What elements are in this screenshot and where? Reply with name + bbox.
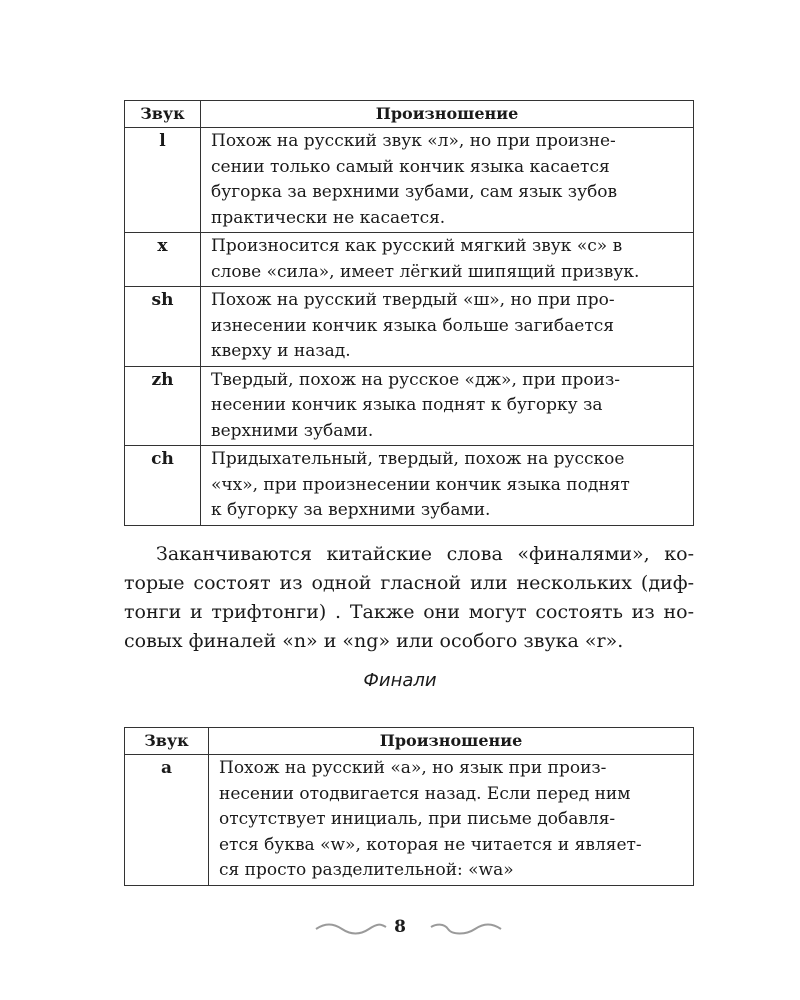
header-sound: Звук [125, 101, 201, 128]
paragraph-line: торые состоят из одной гласной или нескольких (диф- [124, 572, 694, 594]
description-line: Твердый, похож на русское «дж», при произ- [211, 369, 620, 390]
description-line: несении кончик языка поднят к бугорку за [211, 395, 603, 415]
table-header-row [125, 728, 694, 755]
description-line: к бугорку за верхними зубами. [211, 500, 491, 520]
table-row [125, 233, 694, 287]
description-cell [201, 446, 694, 526]
header-pronunciation: Произношение [209, 728, 694, 755]
finals-paragraph [124, 540, 694, 656]
sound-cell: l [125, 128, 201, 233]
pronunciation-table-initials [124, 100, 694, 526]
description-cell [201, 128, 694, 233]
paragraph-line: совых финалей «n» и «ng» или особого звука «r». [124, 630, 624, 652]
description-cell [201, 366, 694, 446]
table-row [125, 446, 694, 526]
header-sound: Звук [125, 728, 209, 755]
wave-ornament-right-icon [430, 922, 502, 936]
paragraph-line: тонги и трифтонги) . Также они могут состоять из но- [124, 601, 694, 623]
description-cell [201, 287, 694, 367]
description-line: ется буква «w», которая не читается и являет- [219, 834, 642, 855]
page-footer [0, 912, 800, 946]
table-row [125, 287, 694, 367]
description-line: слове «сила», имеет лёгкий шипящий призвук. [211, 261, 640, 282]
description-line: изнесении кончик языка больше загибается [211, 315, 614, 336]
description-line: Похож на русский «а», но язык при произ- [219, 758, 607, 778]
sound-cell: a [125, 755, 209, 886]
section-title: Финали [363, 670, 437, 691]
table-row [125, 366, 694, 446]
description-line: кверху и назад. [211, 341, 351, 361]
description-line: отсутствует инициаль, при письме добавля- [219, 809, 616, 829]
description-cell [201, 233, 694, 287]
wave-ornament-left-icon [315, 922, 387, 936]
sound-cell: ch [125, 446, 201, 526]
description-line: ся просто разделительной: «wa» [219, 860, 514, 880]
sound-cell: sh [125, 287, 201, 367]
description-line: бугорка за верхними зубами, сам язык зубов [211, 182, 618, 202]
sound-cell: zh [125, 366, 201, 446]
table-header-row [125, 101, 694, 128]
table-row [125, 755, 694, 886]
description-line: сении только самый кончик языка касается [211, 156, 610, 177]
description-line: Похож на русский звук «л», но при произне- [211, 131, 616, 151]
description-line: Похож на русский твердый «ш», но при про- [211, 290, 615, 310]
table-row [125, 128, 694, 233]
description-line: Произносится как русский мягкий звук «с» в [211, 236, 623, 256]
header-pronunciation: Произношение [201, 101, 694, 128]
pronunciation-table-finals [124, 727, 694, 886]
description-cell [209, 755, 694, 886]
sound-cell: x [125, 233, 201, 287]
description-line: Придыхательный, твердый, похож на русское [211, 449, 625, 469]
description-line: верхними зубами. [211, 420, 374, 441]
description-line: практически не касается. [211, 207, 446, 228]
page-number: 8 [394, 917, 406, 937]
description-line: «чх», при произнесении кончик языка поднят [211, 474, 630, 495]
description-line: несении отодвигается назад. Если перед ним [219, 783, 631, 804]
paragraph-line: Заканчиваются китайские слова «финалями», ко- [156, 543, 694, 565]
